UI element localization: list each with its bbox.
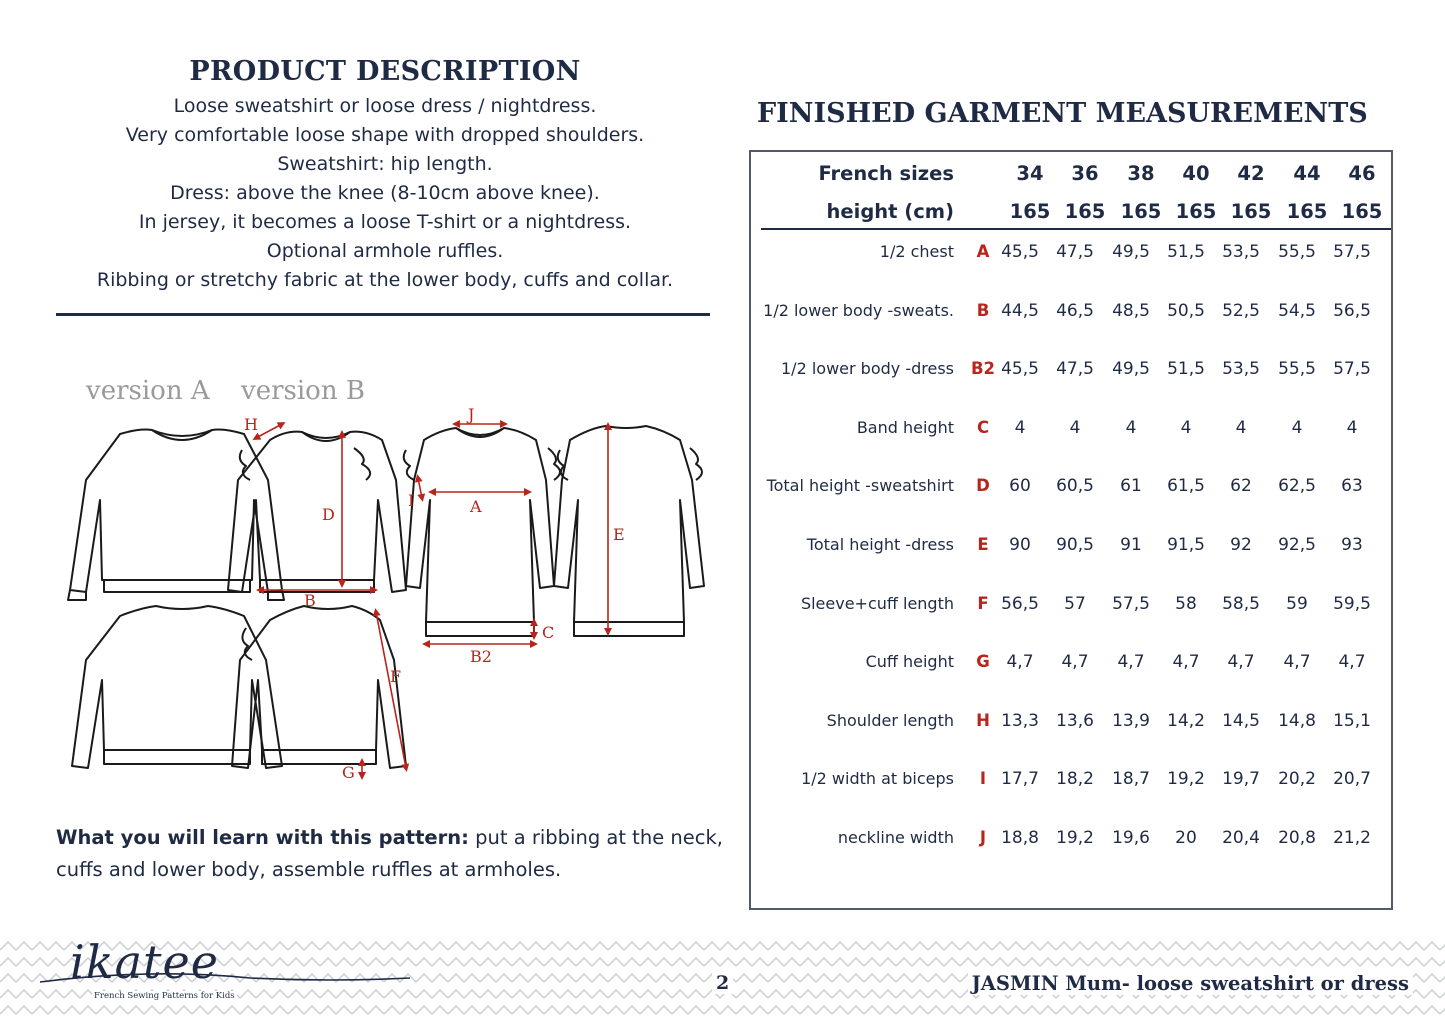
size-header: 38	[1127, 162, 1155, 185]
size-header: 40	[1182, 162, 1210, 185]
description-line: Loose sweatshirt or loose dress / nightdress.	[173, 95, 597, 117]
measurement-value: 56,5	[1333, 300, 1371, 321]
measurement-value: 20,4	[1222, 828, 1260, 848]
measurement-code: I	[979, 769, 987, 789]
learning-summary-heading: What you will learn with this pattern:	[56, 826, 469, 849]
height-header: 165	[1286, 200, 1328, 223]
description-line: Dress: above the knee (8-10cm above knee).	[170, 182, 600, 204]
measurement-value: 55,5	[1278, 242, 1316, 262]
measurement-row-d	[751, 476, 1391, 506]
i-arrow	[418, 478, 422, 498]
height-header: 165	[1175, 200, 1217, 223]
measurement-label: Shoulder length	[826, 710, 954, 730]
diagram-label-d: D	[322, 505, 335, 524]
measurement-code: E	[977, 535, 989, 554]
size-header: 44	[1293, 162, 1321, 185]
measurement-value: 15,1	[1333, 710, 1371, 731]
diagram-label-b: B	[304, 591, 316, 610]
measurements-table-header	[761, 158, 1391, 230]
size-header: 36	[1071, 162, 1099, 185]
learning-summary-text: put a ribbing at the neck, cuffs and lower body, assemble ruffles at armholes.	[56, 826, 723, 881]
measurement-value: 20,2	[1278, 769, 1316, 790]
measurement-code: B	[976, 300, 990, 320]
measurement-value: 20,7	[1333, 769, 1371, 790]
measurement-value: 14,5	[1222, 710, 1260, 731]
measurement-row-b	[751, 301, 1391, 331]
measurement-value: 21,2	[1333, 828, 1371, 848]
measurement-code: A	[976, 242, 990, 261]
measurement-value: 4,7	[1338, 652, 1366, 673]
measurement-row-h	[751, 711, 1391, 741]
measurement-value: 90,5	[1056, 535, 1094, 555]
measurement-value: 61,5	[1167, 476, 1205, 497]
measurement-value: 49,5	[1112, 242, 1150, 262]
measurement-row-a	[751, 242, 1391, 272]
measurement-value: 59	[1286, 593, 1308, 614]
height-header: 165	[1230, 200, 1272, 223]
measurement-row-c	[751, 418, 1391, 448]
measurement-value: 14,2	[1167, 710, 1205, 731]
measurement-value: 91,5	[1167, 535, 1205, 555]
measurements-title: FINISHED GARMENT MEASUREMENTS	[757, 98, 1368, 129]
garment-technical-drawings	[60, 400, 720, 790]
measurement-row-f	[751, 594, 1391, 624]
logo-tagline: French Sewing Patterns for Kids	[94, 991, 235, 1001]
measurement-value: 53,5	[1222, 359, 1260, 380]
product-description-text	[60, 92, 710, 295]
measurement-value: 13,9	[1112, 710, 1150, 731]
measurement-code: H	[976, 710, 990, 730]
measurement-value: 20,8	[1278, 828, 1316, 848]
measurement-value: 4	[1180, 417, 1192, 438]
measurement-value: 13,6	[1056, 710, 1094, 731]
measurement-row-j	[751, 828, 1391, 858]
description-line: Sweatshirt: hip length.	[277, 153, 493, 175]
measurement-value: 18,2	[1056, 769, 1094, 790]
french-sizes-label: French sizes	[818, 162, 954, 185]
measurement-value: 60	[1009, 476, 1031, 497]
measurement-value: 4	[1235, 417, 1247, 438]
description-line: Very comfortable loose shape with dropped shoulders.	[125, 124, 645, 146]
measurement-value: 47,5	[1056, 359, 1094, 380]
measurement-code: D	[976, 476, 990, 496]
height-header: 165	[1341, 200, 1383, 223]
measurement-value: 45,5	[1001, 242, 1039, 262]
learning-summary	[56, 822, 736, 886]
measurement-value: 63	[1341, 476, 1363, 497]
diagram-label-c: C	[542, 623, 555, 642]
measurement-value: 52,5	[1222, 300, 1260, 321]
measurement-label: neckline width	[837, 828, 954, 847]
diagram-label-i: I	[408, 491, 415, 510]
dress-back-drawing	[554, 426, 704, 636]
description-line: Ribbing or stretchy fabric at the lower body, cuffs and collar.	[96, 269, 674, 291]
height-header: 165	[1120, 200, 1162, 223]
measurement-value: 51,5	[1167, 359, 1205, 380]
height-header: 165	[1064, 200, 1106, 223]
measurement-value: 4,7	[1061, 652, 1089, 673]
measurements-table	[749, 150, 1393, 910]
diagram-label-a: A	[470, 497, 482, 516]
page-number: 2	[712, 972, 733, 994]
diagram-label-b2: B2	[470, 647, 492, 666]
size-header: 46	[1348, 162, 1376, 185]
measurement-value: 13,3	[1001, 710, 1039, 731]
measurement-value: 19,7	[1222, 769, 1260, 790]
measurement-value: 50,5	[1167, 300, 1205, 321]
measurement-value: 53,5	[1222, 242, 1260, 262]
measurement-label: Cuff height	[865, 652, 954, 672]
diagram-label-e: E	[613, 525, 625, 544]
measurement-label: Band height	[856, 417, 954, 437]
measurement-value: 61	[1120, 476, 1142, 497]
size-header: 42	[1237, 162, 1265, 185]
measurement-value: 59,5	[1333, 593, 1371, 614]
measurement-value: 4	[1125, 417, 1137, 438]
measurement-code: C	[976, 417, 990, 437]
measurement-label: Total height -dress	[806, 535, 954, 554]
measurement-value: 4,7	[1283, 652, 1311, 673]
diagram-label-j: J	[468, 405, 475, 424]
measurement-value: 51,5	[1167, 242, 1205, 262]
measurement-value: 18,8	[1001, 828, 1039, 848]
size-header: 34	[1016, 162, 1044, 185]
measurement-value: 92	[1230, 535, 1252, 555]
description-line: Optional armhole ruffles.	[266, 240, 504, 262]
f-arrow	[376, 612, 406, 768]
measurement-value: 90	[1009, 535, 1031, 555]
height-label: height (cm)	[826, 200, 954, 223]
measurement-value: 46,5	[1056, 300, 1094, 321]
product-description-title: PRODUCT DESCRIPTION	[189, 56, 581, 87]
measurement-value: 19,2	[1056, 828, 1094, 848]
measurement-value: 4	[1346, 417, 1358, 438]
measurement-value: 54,5	[1278, 300, 1316, 321]
measurement-value: 4	[1291, 417, 1303, 438]
measurement-value: 55,5	[1278, 359, 1316, 380]
ikatee-logo: ikatee	[70, 935, 219, 989]
measurement-value: 4	[1069, 417, 1081, 438]
description-line: In jersey, it becomes a loose T-shirt or a nightdress.	[138, 211, 632, 233]
measurement-label: 1/2 lower body -sweats.	[763, 300, 954, 320]
measurement-value: 49,5	[1112, 359, 1150, 380]
measurement-value: 91	[1120, 535, 1142, 555]
measurement-value: 57,5	[1333, 242, 1371, 262]
measurement-label: 1/2 lower body -dress	[781, 359, 954, 379]
measurement-value: 93	[1341, 535, 1363, 555]
height-header: 165	[1009, 200, 1051, 223]
measurement-value: 60,5	[1056, 476, 1094, 497]
version-a-label: version A	[86, 376, 210, 406]
measurement-value: 92,5	[1278, 535, 1316, 555]
measurement-value: 47,5	[1056, 242, 1094, 262]
diagram-label-h: H	[244, 415, 258, 434]
measurement-label: 1/2 chest	[879, 242, 954, 261]
measurement-label: 1/2 width at biceps	[801, 769, 954, 789]
sweatshirt-a-front-drawing	[68, 430, 284, 601]
measurement-value: 4	[1014, 417, 1026, 438]
measurement-value: 18,7	[1112, 769, 1150, 790]
measurement-value: 4,7	[1117, 652, 1145, 673]
dress-front-drawing	[404, 428, 560, 636]
measurement-value: 19,6	[1112, 828, 1150, 848]
measurement-value: 44,5	[1001, 300, 1039, 321]
measurement-value: 62	[1230, 476, 1252, 497]
section-divider	[56, 313, 710, 316]
measurement-code: J	[979, 828, 987, 847]
measurement-value: 62,5	[1278, 476, 1316, 497]
measurement-label: Total height -sweatshirt	[766, 476, 954, 496]
measurement-value: 57	[1064, 593, 1086, 614]
measurement-value: 56,5	[1001, 593, 1039, 614]
measurement-value: 14,8	[1278, 710, 1316, 731]
measurement-code: B2	[970, 359, 996, 379]
measurement-value: 4,7	[1172, 652, 1200, 673]
version-b-label: version B	[241, 376, 365, 406]
measurement-value: 19,2	[1167, 769, 1205, 790]
measurement-row-g	[751, 652, 1391, 682]
measurement-value: 57,5	[1112, 593, 1150, 614]
footer-pattern-title: JASMIN Mum- loose sweatshirt or dress	[968, 972, 1413, 995]
measurement-value: 45,5	[1001, 359, 1039, 380]
measurement-row-i	[751, 769, 1391, 799]
measurement-row-e	[751, 535, 1391, 565]
measurement-value: 20	[1175, 828, 1197, 848]
measurement-label: Sleeve+cuff length	[800, 593, 954, 613]
diagram-label-f: F	[390, 667, 402, 686]
measurement-code: F	[977, 593, 989, 613]
measurement-value: 57,5	[1333, 359, 1371, 380]
measurement-value: 4,7	[1227, 652, 1255, 673]
measurement-value: 4,7	[1006, 652, 1034, 673]
measurement-value: 17,7	[1001, 769, 1039, 790]
measurement-value: 58	[1175, 593, 1197, 614]
measurement-row-b2	[751, 359, 1391, 389]
diagram-label-g: G	[342, 763, 355, 782]
measurement-code: G	[976, 652, 990, 672]
measurement-value: 48,5	[1112, 300, 1150, 321]
measurement-value: 58,5	[1222, 593, 1260, 614]
